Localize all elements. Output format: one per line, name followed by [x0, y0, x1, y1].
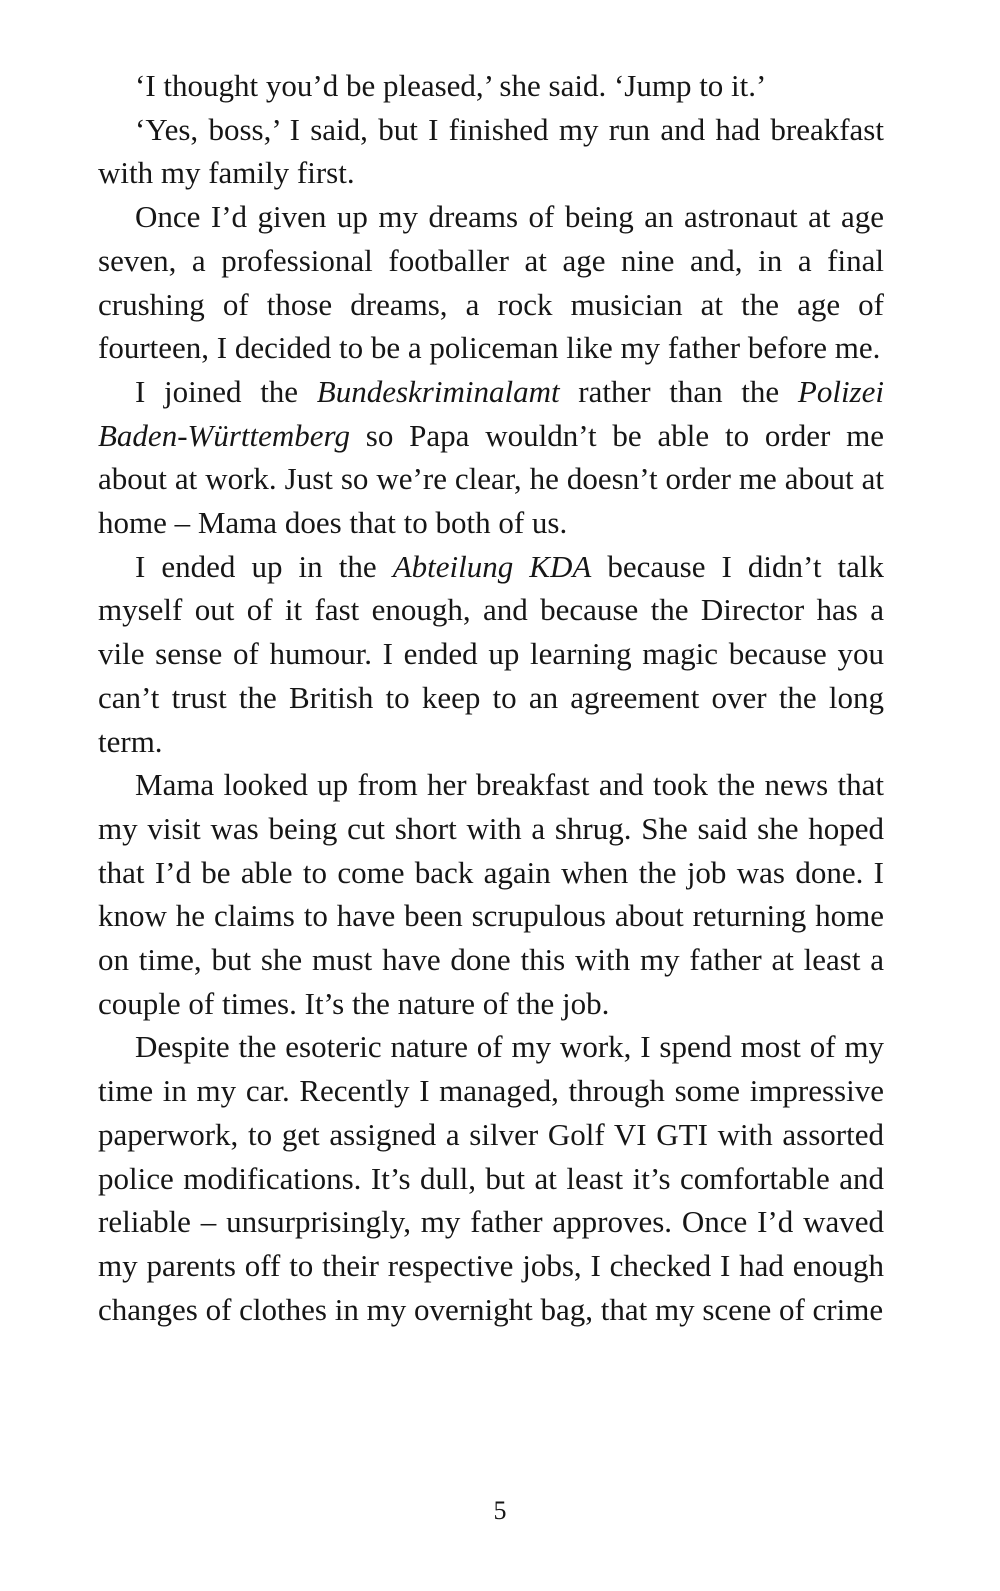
paragraph	[98, 763, 884, 1025]
paragraph	[98, 108, 884, 195]
paragraph	[98, 1025, 884, 1331]
paragraph	[98, 545, 884, 764]
text-run: ‘I thought you’d be pleased,’ she said. ‘Jump to it.’	[135, 68, 767, 103]
text-run: because I didn’t talk myself out of it fast enough, and because the Director has a vile sense of humour. I ended up learning magic because you can’t trust the British to keep to an agreement over the long term.	[98, 548, 884, 759]
text-run: Despite the esoteric nature of my work, I spend most of my time in my car. Recently I managed, through some impressive paperwork, to get assigned a silver Golf VI GTI with assorted police modifications. It’s dull, but at least it’s comfortable and reliable – unsurprisingly, my father approves. Once I’d waved my parents off to their respective jobs, I checked I had enough changes of clothes in my overnight bag, that my scene of crime	[98, 1029, 884, 1327]
italic-term: Abteilung KDA	[392, 548, 592, 584]
text-run: Once I’d given up my dreams of being an astronaut at age seven, a professional footballer at age nine and, in a final crushing of those dreams, a rock musician at the age of fourteen, I decided to be a policeman like my father before me.	[98, 199, 884, 366]
paragraph	[98, 370, 884, 545]
page-number: 5	[493, 1496, 507, 1525]
italic-term: Bundeskriminalamt	[316, 373, 560, 409]
text-run: I joined the	[135, 373, 317, 409]
text-run: I ended up in the	[135, 548, 393, 584]
text-run: rather than the	[559, 373, 798, 409]
text-run: so Papa wouldn’t be able to order me about at work. Just so we’re clear, he doesn’t order me about at home – Mama does that to both of us.	[98, 417, 884, 541]
text-run: Mama looked up from her breakfast and took the news that my visit was being cut short with a shrug. She said she hoped that I’d be able to come back again when the job was done. I know he claims to have been scrupulous about returning home on time, but she must have done this with my father at least a couple of times. It’s the nature of the job.	[98, 767, 884, 1021]
book-page-body	[98, 64, 884, 1331]
text-run: ‘Yes, boss,’ I said, but I finished my run and had breakfast with my family first.	[98, 111, 884, 191]
paragraph	[98, 64, 884, 108]
italic-term: Polizei Baden-Württemberg	[98, 373, 884, 453]
paragraph	[98, 195, 884, 370]
